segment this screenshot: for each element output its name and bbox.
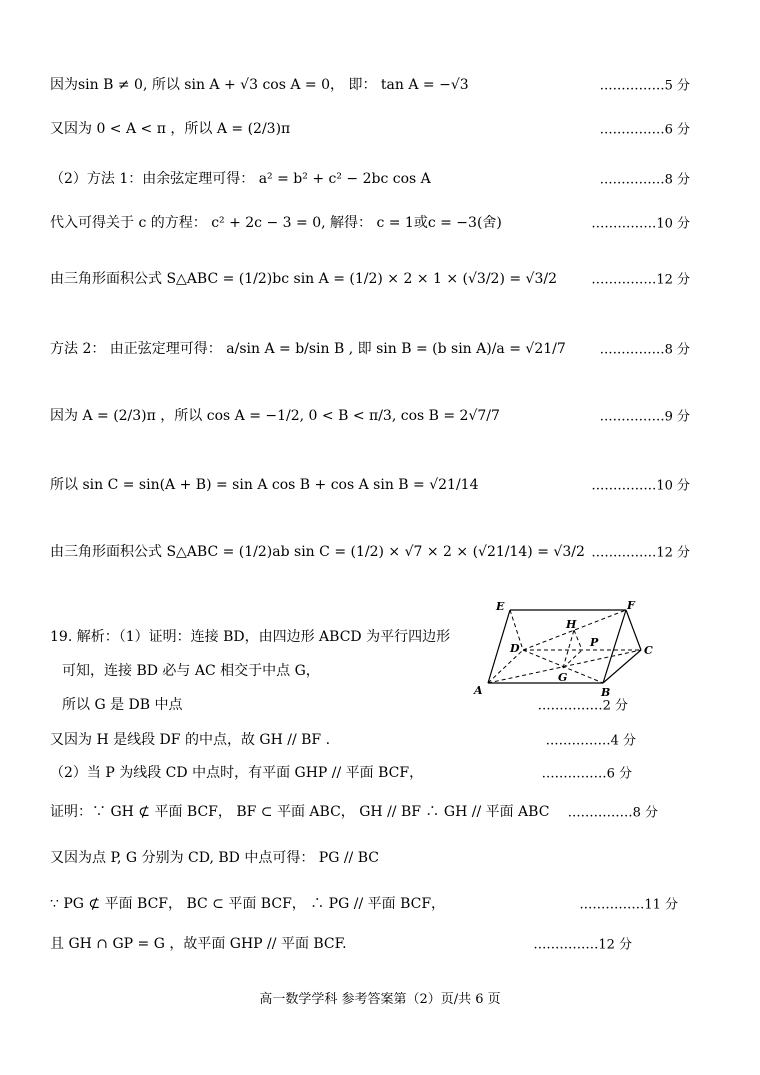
line-15 [50,801,658,821]
label-h: H [566,618,577,631]
line-5 [50,268,690,288]
line-11 [62,660,462,680]
page-footer: 高一数学学科 参考答案第（2）页/共 6 页 [259,992,501,1007]
label-e: E [496,600,505,613]
line-text: 又因为 0 < A < π ，所以 A = (2/3)π [50,121,291,137]
line-16 [50,847,690,867]
score: ……………12 分 [591,272,690,288]
line-text: 由三角形面积公式 S△ABC = (1/2)ab sin C = (1/2) × √7 × 2 × (√21/14) = √3/2 [50,544,585,560]
line-text: （2）当 P 为线段 CD 中点时，有平面 GHP // 平面 BCF， [50,765,424,781]
line-13 [50,729,636,749]
score: ……………6 分 [599,122,690,138]
score: ……………2 分 [537,698,628,714]
score: ……………8 分 [567,805,658,821]
score: ……………8 分 [599,342,690,358]
label-c: C [644,644,653,657]
line-text: 由三角形面积公式 S△ABC = (1/2)bc sin A = (1/2) × 2 × 1 × (√3/2) = √3/2 [50,271,558,287]
score: ……………8 分 [599,172,690,188]
line-8 [50,474,690,494]
line-3 [50,168,690,188]
score: ……………9 分 [599,409,690,425]
label-p: P [590,636,599,649]
label-f: F [627,599,635,612]
line-text: ∵ PG ⊄ 平面 BCF， BC ⊂ 平面 BCF， ∴ PG // 平面 BCF， [50,896,446,912]
score: ……………4 分 [545,733,636,749]
edge-fb [603,610,626,683]
line-text: 19. 解析：（1）证明：连接 BD，由四边形 ABCD 为平行四边形 [50,629,451,645]
line-text: 可知，连接 BD 必与 AC 相交于中点 G， [62,663,320,679]
score: ……………12 分 [533,937,632,953]
line-7 [50,405,690,425]
score: ……………10 分 [591,478,690,494]
line-text: 代入可得关于 c 的方程： c² + 2c − 3 = 0, 解得： c = 1或c = −3(舍) [50,215,502,231]
label-d: D [510,642,520,655]
line-1 [50,74,690,94]
line-text: 又因为 H 是线段 DF 的中点，故 GH // BF . [50,732,331,748]
line-6 [50,338,690,358]
line-17 [50,893,678,913]
score: ……………6 分 [541,766,632,782]
line-text: 所以 sin C = sin(A + B) = sin A cos B + cos A sin B = √21/14 [50,477,479,493]
score: ……………10 分 [591,216,690,232]
line-14 [50,762,632,782]
score: ……………11 分 [579,897,678,913]
geometry-figure [468,598,663,703]
line-10 [50,626,470,646]
label-g: G [558,671,568,684]
line-text: 且 GH ∩ GP = G ，故平面 GHP // 平面 BCF. [50,936,347,952]
edge-fc [626,610,641,650]
score: ……………12 分 [591,545,690,561]
line-text: 因为sin B ≠ 0, 所以 sin A + √3 cos A = 0， 即： tan A = −√3 [50,77,469,93]
line-18 [50,933,632,953]
line-text: 又因为点 P, G 分别为 CD, BD 中点可得： PG // BC [50,850,379,866]
line-4 [50,212,690,232]
line-text: 证明：∵ GH ⊄ 平面 BCF， BF ⊂ 平面 ABC， GH // BF ∴ GH // 平面 ABC [50,804,550,820]
line-9 [50,541,690,561]
label-a: A [474,684,483,697]
figure-svg [468,598,663,703]
line-text: 方法 2： 由正弦定理可得： a/sin A = b/sin B , 即 sin B = (b sin A)/a = √21/7 [50,341,566,357]
score: ……………5 分 [599,78,690,94]
label-b: B [601,686,611,699]
line-text: （2）方法 1：由余弦定理可得： a² = b² + c² − 2bc cos A [50,171,431,187]
line-text: 所以 G 是 DB 中点 [62,697,183,713]
line-text: 因为 A = (2/3)π ，所以 cos A = −1/2, 0 < B < π/3, cos B = 2√7/7 [50,408,500,424]
segment-hp [574,630,582,650]
line-2 [50,118,690,138]
